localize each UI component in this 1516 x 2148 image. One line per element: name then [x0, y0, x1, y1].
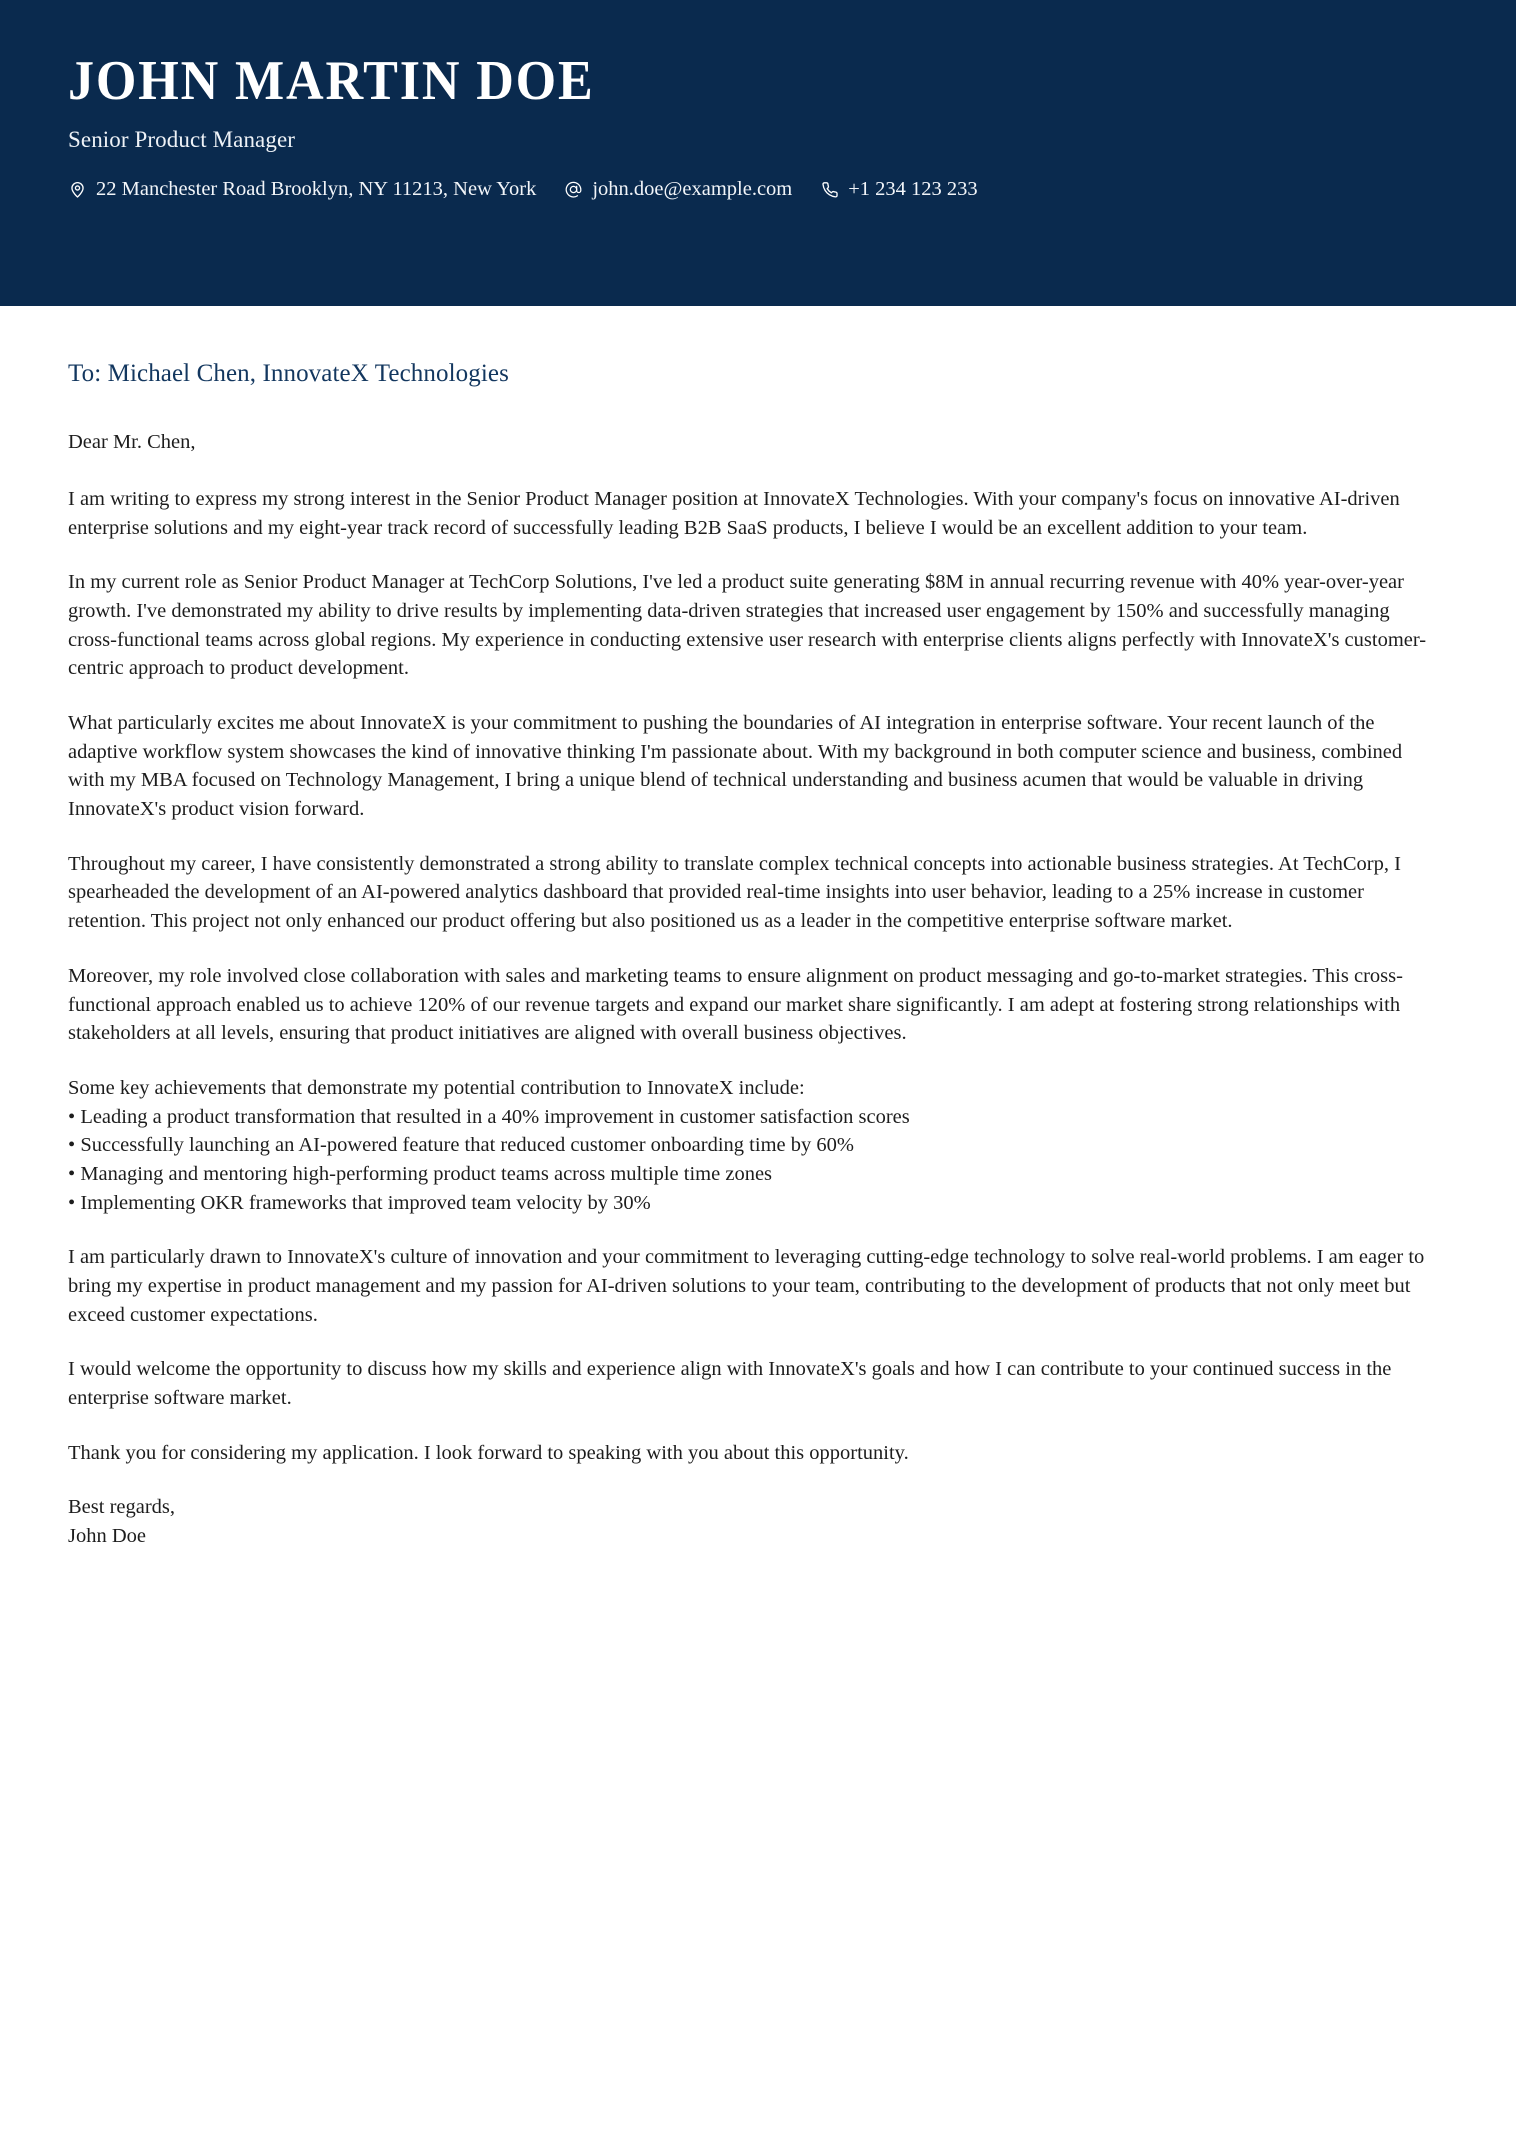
email-at-icon: [564, 180, 583, 199]
paragraph-1: I am writing to express my strong interest in the Senior Product Manager position at InnovateX Technologies. With your company's focus on innovative AI-driven enterprise solutions and my eight-year track record of successfully leading B2B SaaS products, I believe I would be an excellent addition to your team.: [68, 487, 1400, 539]
achievements-block: [68, 1074, 1440, 1217]
page-title: JOHN MARTIN DOE: [68, 50, 595, 112]
list-item-text: Successfully launching an AI-powered feature that reduced customer onboarding time by 60%: [80, 1134, 854, 1157]
achievements-intro: Some key achievements that demonstrate my potential contribution to InnovateX include:: [68, 1076, 805, 1099]
list-item-text: Leading a product transformation that resulted in a 40% improvement in customer satisfaction scores: [80, 1105, 910, 1128]
contact-address: [68, 177, 536, 202]
signoff-block: [68, 1493, 1448, 1550]
bullet-marker: •: [68, 1105, 81, 1128]
address-text: 22 Manchester Road Brooklyn, NY 11213, New York: [96, 178, 537, 201]
phone-text: +1 234 123 233: [848, 178, 978, 201]
recipient-line: To: Michael Chen, InnovateX Technologies: [68, 360, 509, 387]
closing-paragraph-3: Thank you for considering my application. I look forward to speaking with you about this opportunity.: [68, 1441, 909, 1464]
paragraph-3: What particularly excites me about InnovateX is your commitment to pushing the boundaries of AI integration in enterprise software. Your recent launch of the adaptive workflow system showcases the kind of innovative thinking I'm passionate about. With my background in both computer science and business, combined with my MBA focused on Technology Management, I bring a unique blend of technical understanding and business acumen that would be valuable in driving InnovateX's product vision forward.: [68, 712, 1403, 821]
letter-header: [0, 0, 1516, 306]
paragraph-5: Moreover, my role involved close collaboration with sales and marketing teams to ensure alignment on product messaging and go-to-market strategies. This cross-functional approach enabled us to achieve 120% of our revenue targets and expand our market share significantly. I am adept at fostering strong relationships with stakeholders at all levels, ensuring that product initiatives are aligned with overall business objectives.: [68, 964, 1403, 1045]
signoff-closing: Best regards,: [68, 1496, 176, 1519]
email-text: john.doe@example.com: [592, 178, 793, 201]
bullet-marker: •: [68, 1162, 81, 1185]
list-item: [68, 1189, 1440, 1218]
job-title: Senior Product Manager: [68, 127, 296, 153]
phone-icon: [820, 180, 839, 199]
paragraph-2: In my current role as Senior Product Manager at TechCorp Solutions, I've led a product suite generating $8M in annual recurring revenue with 40% year-over-year growth. I've demonstrated my ability to drive results by implementing data-driven strategies that increased user engagement by 150% and successfully managing cross-functional teams across global regions. My experience in conducting extensive user research with enterprise clients aligns perfectly with InnovateX's customer-centric approach to product development.: [68, 571, 1427, 680]
contact-row: [68, 177, 1448, 202]
letter-body: [0, 306, 1516, 1591]
list-item: [68, 1103, 1440, 1132]
location-pin-icon: [68, 180, 87, 199]
signature-name: John Doe: [68, 1525, 147, 1548]
bullet-marker: •: [68, 1191, 81, 1214]
list-item-text: Implementing OKR frameworks that improved team velocity by 30%: [80, 1191, 651, 1214]
list-item-text: Managing and mentoring high-performing product teams across multiple time zones: [80, 1162, 773, 1185]
list-item: [68, 1131, 1440, 1160]
closing-paragraph-1: I am particularly drawn to InnovateX's culture of innovation and your commitment to leveraging cutting-edge technology to solve real-world problems. I am eager to bring my expertise in product management and my passion for AI-driven solutions to your team, contributing to the development of products that not only meet but exceed customer expectations.: [68, 1246, 1425, 1326]
paragraph-4: Throughout my career, I have consistently demonstrated a strong ability to translate complex technical concepts into actionable business strategies. At TechCorp, I spearheaded the development of an AI-powered analytics dashboard that provided real-time insights into user behavior, leading to a 25% increase in customer retention. This project not only enhanced our product offering but also positioned us as a leader in the competitive enterprise software market.: [68, 852, 1401, 933]
list-item: [68, 1160, 1440, 1189]
closing-paragraph-2: I would welcome the opportunity to discuss how my skills and experience align with InnovateX's goals and how I can contribute to your continued success in the enterprise software market.: [68, 1358, 1392, 1410]
salutation: Dear Mr. Chen,: [68, 431, 196, 454]
contact-email[interactable]: [564, 177, 792, 202]
bullet-marker: •: [68, 1134, 81, 1157]
contact-phone[interactable]: [820, 177, 977, 202]
